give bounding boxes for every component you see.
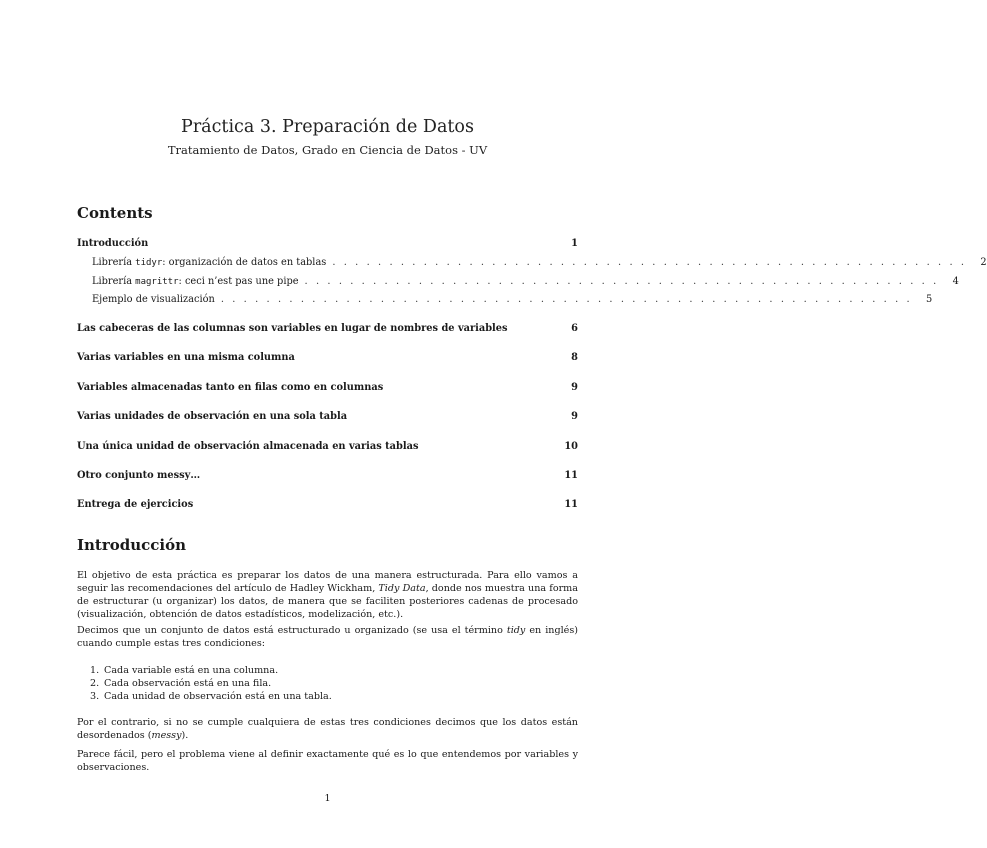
toc-entry-tidyr[interactable] bbox=[92, 256, 987, 270]
code-tidyr: tidyr bbox=[135, 258, 163, 268]
toc-entry-introduccion[interactable] bbox=[77, 237, 578, 251]
toc-entry-page: 10 bbox=[564, 441, 578, 452]
toc-entry-page: 4 bbox=[952, 276, 959, 287]
contents-heading: Contents bbox=[77, 204, 153, 222]
section-heading-introduccion: Introducción bbox=[77, 536, 187, 554]
toc-entry-label: Una única unidad de observación almacenada en varias tablas bbox=[77, 441, 419, 452]
paragraph-definicion: Decimos que un conjunto de datos está estructurado u organizado (se usa el término tidy en inglés) cuando cumple estas tres condiciones: bbox=[77, 625, 578, 649]
conditions-list bbox=[90, 664, 570, 703]
toc-entry-page: 6 bbox=[571, 323, 578, 334]
toc-entry-label: Ejemplo de visualización bbox=[92, 294, 215, 305]
list-item: 1. Cada variable está en una columna. bbox=[90, 665, 279, 676]
toc-entry-page: 8 bbox=[571, 352, 578, 363]
toc-entry-cabeceras[interactable] bbox=[77, 322, 578, 336]
toc-entry-unica-unidad[interactable] bbox=[77, 440, 578, 454]
paragraph-contrario: Por el contrario, si no se cumple cualquiera de estas tres condiciones decimos que los datos están desordenados (messy). bbox=[77, 717, 578, 741]
toc-entry-label: Varias variables en una misma columna bbox=[77, 352, 295, 363]
toc-entry-label: Otro conjunto messy… bbox=[77, 470, 201, 481]
document-subtitle: Tratamiento de Datos, Grado en Ciencia de Datos - UV bbox=[167, 143, 488, 157]
toc-entry-entrega[interactable] bbox=[77, 498, 578, 512]
toc-leader-dots: . . . . . . . . . . . . . . . . . . . . . . . . . . . . . . . . . . . . . . . . . . . . . . . . . . . . . . . . bbox=[332, 257, 967, 268]
code-magrittr: magrittr bbox=[135, 277, 179, 287]
toc-entry-filas-columnas[interactable] bbox=[77, 381, 578, 395]
toc-entry-page: 11 bbox=[564, 499, 578, 510]
toc-entry-label: Librería magrittr: ceci n’est pas une pipe bbox=[92, 276, 299, 287]
toc-entry-page: 5 bbox=[926, 294, 933, 305]
page-number: 1 bbox=[324, 793, 331, 804]
list-item: 3. Cada unidad de observación está en una tabla. bbox=[90, 691, 332, 702]
toc-leader-dots: . . . . . . . . . . . . . . . . . . . . . . . . . . . . . . . . . . . . . . . . . . . . . . . . . . . . . . . . . . . . . bbox=[220, 294, 913, 305]
toc-entry-page: 2 bbox=[980, 257, 987, 268]
toc-entry-magrittr[interactable] bbox=[92, 275, 959, 289]
toc-entry-page: 9 bbox=[571, 382, 578, 393]
emphasis-messy: messy bbox=[151, 729, 182, 741]
toc-entry-label: Introducción bbox=[77, 238, 149, 249]
toc-entry-page: 1 bbox=[571, 238, 578, 249]
toc-entry-label: Librería tidyr: organización de datos en tablas bbox=[92, 257, 327, 268]
toc-entry-page: 11 bbox=[564, 470, 578, 481]
list-item: 2. Cada observación está en una fila. bbox=[90, 678, 272, 689]
emphasis-tidy-data: Tidy Data bbox=[378, 582, 426, 594]
toc-entry-label: Entrega de ejercicios bbox=[77, 499, 194, 510]
paragraph-objetivo: El objetivo de esta práctica es preparar los datos de una manera estructurada. Para ello vamos a seguir las recomendaciones del artículo de Hadley Wickham, Tidy Data, donde nos muestra una forma de estructurar (u organizar) los datos, de manera que se faciliten posteriores cadenas de procesado (visualización, obtención de datos estadísticos, modelización, etc.). bbox=[77, 570, 578, 620]
toc-entry-label: Varias unidades de observación en una sola tabla bbox=[77, 411, 348, 422]
paragraph-parece-facil: Parece fácil, pero el problema viene al definir exactamente qué es lo que entendemos por variables y observaciones. bbox=[77, 749, 578, 773]
toc-entry-label: Las cabeceras de las columnas son variables en lugar de nombres de variables bbox=[77, 323, 508, 334]
emphasis-tidy: tidy bbox=[506, 625, 526, 636]
toc-entry-varias-unidades[interactable] bbox=[77, 410, 578, 424]
toc-entry-ejemplo[interactable] bbox=[92, 293, 933, 307]
toc-entry-label: Variables almacenadas tanto en filas como en columnas bbox=[77, 382, 384, 393]
toc-entry-otro-messy[interactable] bbox=[77, 469, 578, 483]
toc-leader-dots: . . . . . . . . . . . . . . . . . . . . . . . . . . . . . . . . . . . . . . . . . . . . . . . . . . . . . . . . bbox=[304, 276, 939, 287]
toc-entry-page: 9 bbox=[571, 411, 578, 422]
document-title: Práctica 3. Preparación de Datos bbox=[181, 117, 474, 137]
toc-entry-varias-variables[interactable] bbox=[77, 351, 578, 365]
